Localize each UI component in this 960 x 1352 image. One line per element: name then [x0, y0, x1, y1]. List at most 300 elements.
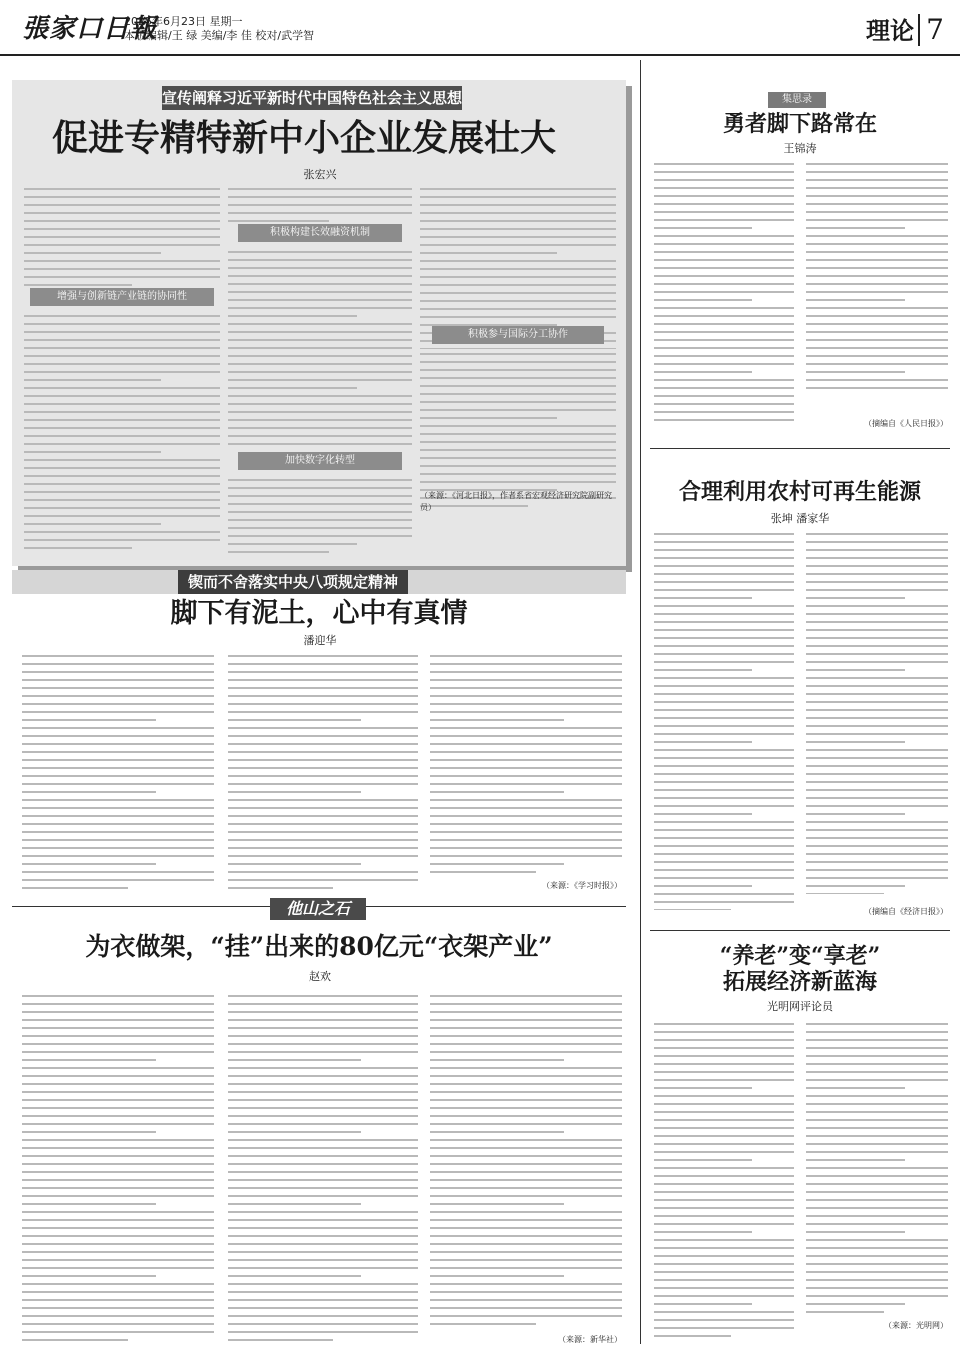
text-line	[806, 179, 948, 181]
text-line	[22, 1235, 214, 1237]
text-line	[430, 663, 622, 665]
text-line	[228, 1115, 418, 1117]
right-three-col2-text	[806, 1020, 948, 1316]
text-line	[228, 807, 418, 809]
text-line	[654, 1327, 794, 1329]
text-line	[24, 331, 220, 333]
text-line	[228, 1323, 418, 1325]
text-line	[654, 323, 794, 325]
text-line	[806, 243, 948, 245]
text-line	[654, 741, 752, 743]
text-line	[654, 1295, 794, 1297]
text-line	[654, 171, 794, 173]
text-line	[654, 1135, 794, 1137]
text-line	[430, 671, 622, 673]
text-line	[22, 671, 214, 673]
text-line	[22, 687, 214, 689]
text-line	[228, 395, 412, 397]
text-line	[654, 1039, 794, 1041]
text-line	[24, 196, 220, 198]
text-line	[654, 203, 794, 205]
text-line	[228, 435, 412, 437]
text-line	[430, 1291, 622, 1293]
text-line	[430, 1123, 622, 1125]
text-line	[654, 267, 794, 269]
text-line	[22, 1163, 214, 1165]
text-line	[24, 427, 220, 429]
date-line: 2025年6月23日 星期一	[124, 15, 243, 28]
text-line	[654, 725, 794, 727]
text-line	[654, 893, 794, 895]
text-line	[430, 863, 564, 865]
text-line	[654, 1055, 794, 1057]
text-line	[654, 613, 794, 615]
text-line	[228, 1091, 418, 1093]
text-line	[22, 855, 214, 857]
text-line	[654, 315, 794, 317]
text-line	[22, 1155, 214, 1157]
text-line	[806, 1111, 948, 1113]
text-line	[228, 1299, 418, 1301]
text-line	[24, 228, 220, 230]
text-line	[806, 885, 905, 887]
text-line	[22, 1171, 214, 1173]
text-line	[420, 292, 616, 294]
text-line	[806, 1095, 948, 1097]
text-line	[22, 847, 214, 849]
theme-col3-text-a	[420, 185, 616, 349]
text-line	[654, 1215, 794, 1217]
text-line	[228, 220, 329, 222]
text-line	[420, 236, 616, 238]
text-line	[228, 299, 412, 301]
text-line	[430, 1043, 622, 1045]
text-line	[420, 433, 616, 435]
theme-subhead-4: 积极参与国际分工协作	[432, 326, 604, 344]
text-line	[228, 487, 412, 489]
article-two-col3-text	[430, 652, 622, 874]
text-line	[654, 339, 794, 341]
text-line	[22, 1059, 156, 1061]
text-line	[228, 355, 412, 357]
text-line	[228, 1051, 418, 1053]
text-line	[654, 1271, 794, 1273]
text-line	[22, 839, 214, 841]
text-line	[806, 621, 948, 623]
text-line	[228, 855, 418, 857]
text-line	[430, 1219, 622, 1221]
text-line	[654, 541, 794, 543]
text-line	[22, 1051, 214, 1053]
text-line	[22, 703, 214, 705]
text-line	[806, 1183, 948, 1185]
text-line	[806, 805, 948, 807]
text-line	[228, 307, 412, 309]
text-line	[806, 267, 948, 269]
text-line	[24, 268, 220, 270]
text-line	[654, 379, 794, 381]
text-line	[430, 1075, 622, 1077]
right-one-author: 王锦涛	[783, 142, 817, 155]
text-line	[420, 244, 616, 246]
text-line	[806, 845, 948, 847]
text-line	[806, 371, 905, 373]
text-line	[654, 573, 794, 575]
article-three-title: 为衣做架，“挂”出来的80亿元“衣架产业”	[85, 932, 553, 961]
masthead-meta	[124, 15, 314, 43]
text-line	[228, 251, 412, 253]
text-line	[228, 1155, 418, 1157]
text-line	[654, 749, 794, 751]
right-three-source-note: （来源：光明网）	[884, 1321, 948, 1330]
text-line	[430, 1107, 622, 1109]
text-line	[806, 203, 948, 205]
text-line	[430, 847, 622, 849]
text-line	[430, 1283, 622, 1285]
text-line	[654, 219, 794, 221]
text-line	[806, 171, 948, 173]
text-line	[654, 901, 794, 903]
text-line	[24, 403, 220, 405]
text-line	[654, 685, 794, 687]
text-line	[228, 1227, 418, 1229]
text-line	[806, 363, 948, 365]
text-line	[654, 1247, 794, 1249]
text-line	[228, 1075, 418, 1077]
text-line	[24, 347, 220, 349]
text-line	[22, 1211, 214, 1213]
text-line	[228, 535, 412, 537]
text-line	[24, 459, 220, 461]
text-line	[22, 1219, 214, 1221]
text-line	[420, 353, 616, 355]
text-line	[654, 1191, 794, 1193]
text-line	[806, 1039, 948, 1041]
text-line	[22, 1299, 214, 1301]
text-line	[654, 797, 794, 799]
text-line	[806, 893, 884, 894]
text-line	[654, 1311, 794, 1313]
theme-subhead-2: 积极构建长效融资机制	[238, 224, 402, 242]
theme-article-author: 张宏兴	[303, 168, 337, 181]
text-line	[654, 1255, 794, 1257]
text-line	[654, 733, 794, 735]
text-line	[430, 1251, 622, 1253]
text-line	[228, 551, 329, 553]
text-line	[430, 1211, 622, 1213]
text-line	[654, 869, 794, 871]
text-line	[22, 1003, 214, 1005]
text-line	[654, 1159, 752, 1161]
text-line	[654, 1071, 794, 1073]
text-line	[228, 863, 361, 865]
text-line	[228, 887, 333, 889]
text-line	[420, 316, 616, 318]
text-line	[22, 1139, 214, 1141]
text-line	[228, 1179, 418, 1181]
text-line	[228, 371, 412, 373]
text-line	[228, 1267, 418, 1269]
text-line	[420, 377, 616, 379]
text-line	[654, 1319, 794, 1321]
text-line	[430, 751, 622, 753]
text-line	[806, 541, 948, 543]
text-line	[654, 829, 794, 831]
text-line	[228, 495, 412, 497]
text-line	[228, 775, 418, 777]
text-line	[654, 1263, 794, 1265]
text-line	[228, 1139, 418, 1141]
article-three-source-note: （来源：新华社）	[558, 1335, 622, 1344]
article-three-col3-text	[430, 992, 622, 1328]
text-line	[654, 1223, 794, 1225]
text-line	[228, 339, 412, 341]
text-line	[22, 1339, 128, 1341]
text-line	[806, 323, 948, 325]
text-line	[654, 235, 794, 237]
theme-source-note: （来源：《河北日报》，作者系省宏观经济研究院副研究员）	[420, 491, 612, 512]
text-line	[228, 1035, 418, 1037]
right-three-title-line2: 拓展经济新蓝海	[722, 969, 877, 995]
text-line	[654, 259, 794, 261]
text-line	[228, 839, 418, 841]
text-line	[806, 1071, 948, 1073]
text-line	[806, 1239, 948, 1241]
text-line	[228, 1307, 418, 1309]
text-line	[654, 371, 752, 373]
text-line	[228, 419, 412, 421]
text-line	[806, 1023, 948, 1025]
theme-subhead-1: 增强与创新链产业链的协同性	[30, 288, 214, 306]
text-line	[806, 1247, 948, 1249]
text-line	[806, 533, 948, 535]
text-line	[654, 653, 794, 655]
text-line	[430, 1155, 622, 1157]
text-line	[24, 355, 220, 357]
text-line	[420, 220, 616, 222]
text-line	[430, 1187, 622, 1189]
text-line	[806, 557, 948, 559]
text-line	[806, 1167, 948, 1169]
text-line	[22, 1019, 214, 1021]
text-line	[24, 387, 220, 389]
text-line	[806, 589, 948, 591]
text-line	[228, 767, 418, 769]
text-line	[654, 1335, 731, 1337]
text-line	[228, 1315, 418, 1317]
text-line	[420, 369, 616, 371]
text-line	[654, 1143, 794, 1145]
text-line	[430, 1011, 622, 1013]
text-line	[806, 685, 948, 687]
text-line	[806, 1263, 948, 1265]
text-line	[654, 1287, 794, 1289]
text-line	[228, 719, 361, 721]
text-line	[806, 235, 948, 237]
text-line	[654, 1095, 794, 1097]
text-line	[22, 1011, 214, 1013]
text-line	[22, 1115, 214, 1117]
text-line	[228, 1339, 333, 1341]
text-line	[22, 1083, 214, 1085]
text-line	[22, 863, 156, 865]
text-line	[654, 845, 794, 847]
text-line	[806, 821, 948, 823]
text-line	[228, 783, 418, 785]
text-line	[654, 629, 794, 631]
text-line	[806, 291, 948, 293]
text-line	[228, 791, 361, 793]
text-line	[228, 671, 418, 673]
text-line	[420, 308, 616, 310]
text-line	[654, 701, 794, 703]
text-line	[24, 363, 220, 365]
text-line	[228, 695, 418, 697]
text-line	[430, 1163, 622, 1165]
text-line	[228, 735, 418, 737]
text-line	[430, 1203, 564, 1205]
text-line	[22, 1283, 214, 1285]
text-line	[654, 243, 794, 245]
text-line	[430, 1315, 622, 1317]
text-line	[228, 196, 412, 198]
text-line	[228, 259, 412, 261]
text-line	[654, 1063, 794, 1065]
text-line	[430, 815, 622, 817]
text-line	[806, 573, 948, 575]
text-line	[22, 1107, 214, 1109]
text-line	[654, 757, 794, 759]
text-line	[24, 323, 220, 325]
text-line	[420, 385, 616, 387]
text-line	[806, 1031, 948, 1033]
text-line	[654, 291, 794, 293]
text-line	[430, 1139, 622, 1141]
text-line	[806, 725, 948, 727]
text-line	[806, 1119, 948, 1121]
text-line	[806, 701, 948, 703]
text-line	[228, 799, 418, 801]
text-line	[22, 663, 214, 665]
text-line	[24, 220, 220, 222]
text-line	[420, 252, 557, 254]
article-two-source-note: （来源：《学习时报》）	[542, 881, 622, 890]
text-line	[420, 348, 616, 349]
theme-col2-text-b	[228, 248, 412, 446]
text-line	[654, 275, 794, 277]
text-line	[228, 1211, 418, 1213]
text-line	[654, 597, 752, 599]
header-rule	[0, 54, 960, 56]
text-line	[24, 395, 220, 397]
text-line	[430, 727, 622, 729]
text-line	[654, 283, 794, 285]
text-line	[228, 1131, 361, 1133]
text-line	[228, 331, 412, 333]
text-line	[654, 1183, 794, 1185]
text-line	[806, 283, 948, 285]
text-line	[430, 1235, 622, 1237]
text-line	[228, 879, 418, 881]
section-name: 理论	[866, 16, 914, 45]
text-line	[24, 284, 132, 286]
text-line	[654, 565, 794, 567]
right-two-title: 合理利用农村可再生能源	[678, 479, 921, 505]
text-line	[654, 669, 752, 671]
text-line	[420, 473, 616, 475]
text-line	[654, 195, 794, 197]
text-line	[806, 1287, 948, 1289]
text-line	[228, 871, 418, 873]
text-line	[654, 589, 794, 591]
theme-article-title: 促进专精特新中小企业发展壮大	[52, 117, 557, 159]
right-two-author: 张坤 潘家华	[770, 512, 830, 525]
text-line	[228, 1043, 418, 1045]
text-line	[430, 1027, 622, 1029]
text-line	[228, 815, 418, 817]
text-line	[228, 519, 412, 521]
text-line	[22, 727, 214, 729]
text-line	[420, 361, 616, 363]
text-line	[806, 637, 948, 639]
right-one-title: 勇者脚下路常在	[722, 111, 877, 137]
text-line	[22, 775, 214, 777]
text-line	[654, 837, 794, 839]
text-line	[806, 1103, 948, 1105]
text-line	[22, 783, 214, 785]
text-line	[228, 204, 412, 206]
text-line	[228, 1027, 418, 1029]
text-line	[420, 393, 616, 395]
text-line	[654, 885, 752, 887]
right-divider-1	[650, 448, 950, 449]
text-line	[420, 481, 616, 483]
text-line	[228, 1099, 418, 1101]
text-line	[24, 260, 220, 262]
text-line	[806, 829, 948, 831]
text-line	[654, 621, 794, 623]
text-line	[228, 1147, 418, 1149]
text-line	[22, 711, 214, 713]
text-line	[430, 783, 622, 785]
text-line	[806, 387, 948, 389]
text-line	[228, 831, 418, 833]
text-line	[654, 1047, 794, 1049]
text-line	[430, 1099, 622, 1101]
text-line	[654, 581, 794, 583]
text-line	[654, 355, 794, 357]
text-line	[24, 371, 220, 373]
text-line	[228, 1107, 418, 1109]
text-line	[24, 443, 220, 445]
text-line	[420, 300, 616, 302]
text-line	[806, 1255, 948, 1257]
text-line	[228, 527, 412, 529]
page-number: 7	[918, 14, 944, 46]
text-line	[22, 1075, 214, 1077]
text-line	[654, 605, 794, 607]
text-line	[24, 252, 161, 254]
text-line	[806, 613, 948, 615]
text-line	[806, 757, 948, 759]
text-line	[654, 1111, 794, 1113]
right-two-col1-text	[654, 530, 794, 910]
text-line	[420, 188, 616, 190]
text-line	[806, 877, 948, 879]
text-line	[22, 1099, 214, 1101]
text-line	[22, 1043, 214, 1045]
text-line	[22, 751, 214, 753]
